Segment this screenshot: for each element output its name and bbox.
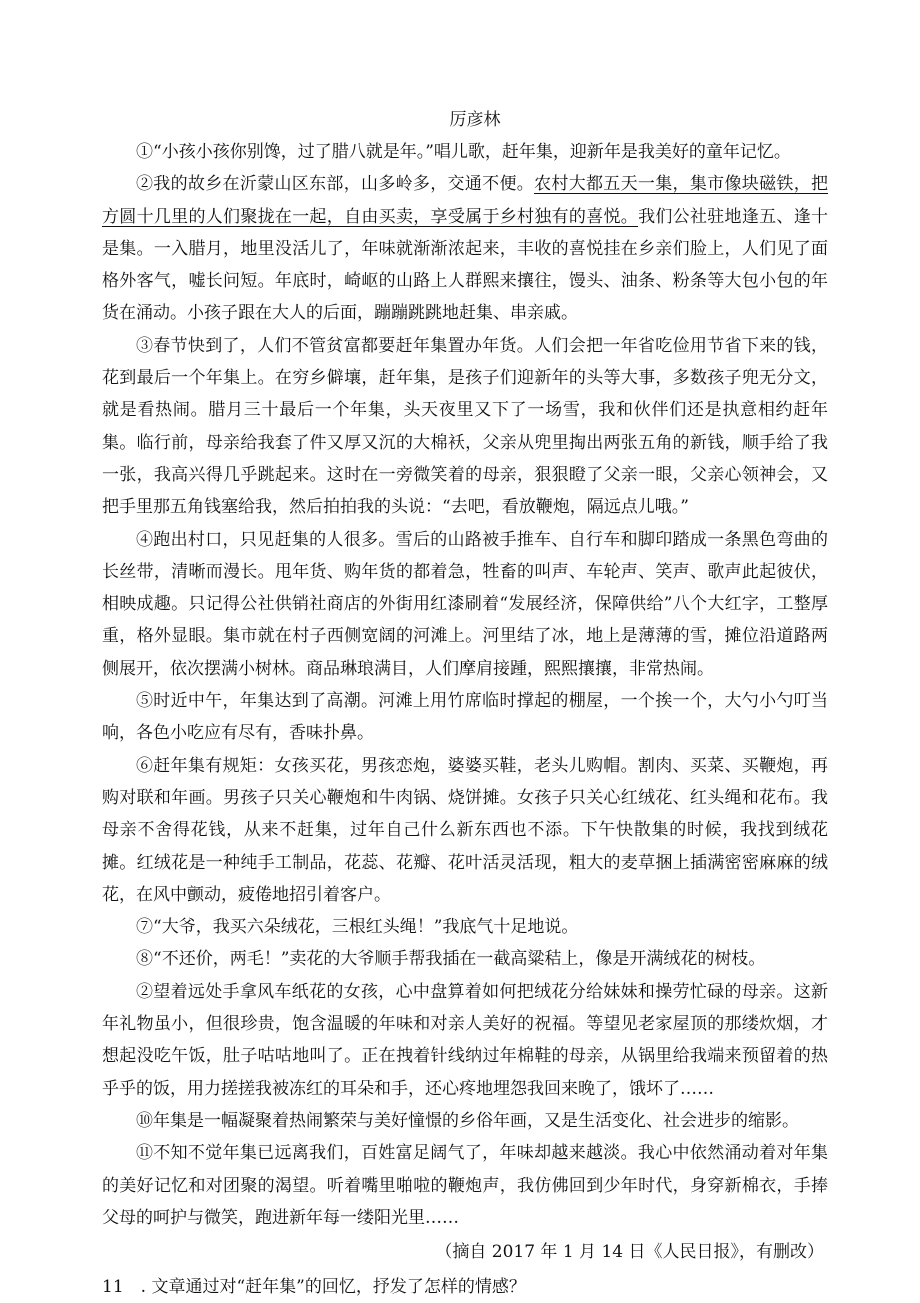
paragraph-text: ⑤时近中午，年集达到了高潮。河滩上用竹席临时撑起的棚屋，一个挨一个，大勺小勺叮当响，各色小吃应有尽有，香味扑鼻。 (102, 691, 828, 744)
source-citation: （摘自 2017 年 1 月 14 日《人民日报》，有删改） (435, 1242, 824, 1263)
paragraph-1 (102, 136, 828, 168)
underlined-sentence: 农村大都五天一集，集市像块磁铁，把方圆十几里的人们聚拢在一起，自由买卖，享受属于乡村独有的喜悦。 (102, 174, 829, 227)
paragraph-5 (102, 685, 828, 750)
paragraph-text: 我们公社驻地逢五、逢十是集。一入腊月，地里没活儿了，年味就渐渐浓起来，丰收的喜悦挂在乡亲们脸上，人们见了面格外客气，嘘长问短。年底时，崎岖的山路上人群熙来攘往，馒头、油条、粉条等大包小包的年货在涌动。小孩子跟在大人的后面，蹦蹦跳跳地赶集、串亲戚。 (102, 206, 829, 324)
paragraph-8 (102, 943, 828, 975)
paragraph-text: ⑦“大爷，我买六朵绒花，三根红头绳！”我底气十足地说。 (136, 917, 579, 938)
document-page (102, 104, 828, 1303)
paragraph-text: ⑥赶年集有规矩：女孩买花，男孩恋炮，婆婆买鞋，老头儿购帽。割肉、买菜、买鞭炮，再购对联和年画。男孩子只关心鞭炮和牛肉锅、烧饼摊。女孩子只关心红绒花、红头绳和花布。我母亲不舍得花钱，从来不赶集，过年自己什么新东西也不添。下午快散集的时候，我找到绒花摊。红绒花是一种纯手工制品，花蕊、花瓣、花叶活灵活现，粗大的麦草捆上插满密密麻麻的绒花，在风中颤动，疲倦地招引着客户。 (102, 755, 828, 905)
paragraph-10 (102, 1105, 828, 1137)
question-11: 11 . 文章通过对“赶年集”的回忆，抒发了怎样的情感？ (102, 1277, 526, 1298)
paragraph-text: ②我的故乡在沂蒙山区东部，山多岭多，交通不便。 (136, 174, 535, 195)
paragraph-text: ①“小孩小孩你别馋，过了腊八就是年。”唱儿歌，赶年集，迎新年是我美好的童年记忆。 (136, 142, 791, 162)
paragraph-2 (102, 168, 828, 329)
paragraph-text: ②望着远处手拿风车纸花的女孩，心中盘算着如何把绒花分给妹妹和操劳忙碌的母亲。这新年礼物虽小，但很珍贵，饱含温暖的年味和对亲人美好的祝福。等望见老家屋顶的那缕炊烟，才想起没吃午饭，肚子咕咕地叫了。正在拽着针线纳过年棉鞋的母亲，从锅里给我端来预留着的热乎乎的饭，用力搓搓我被冻红的耳朵和手，还心疼地埋怨我回来晚了，饿坏了…… (102, 981, 828, 1099)
paragraph-11 (102, 1137, 828, 1234)
paragraph-text: ⑪不知不觉年集已远离我们，百姓富足阔气了，年味却越来越淡。我心中依然涌动着对年集的美好记忆和对团聚的渴望。听着嘴里啪啦的鞭炮声，我仿佛回到少年时代，身穿新棉衣，手捧父母的呵护与微笑，跑进新年每一缕阳光里…… (102, 1143, 828, 1228)
paragraph-4 (102, 524, 828, 685)
paragraph-7 (102, 911, 828, 943)
paragraph-text: ⑧“不还价，两毛！”卖花的大爷顺手帮我插在一截高粱秸上，像是开满绒花的树枝。 (136, 949, 766, 970)
paragraph-9 (102, 976, 828, 1105)
paragraph-3 (102, 330, 828, 524)
paragraph-text: ④跑出村口，只见赶集的人很多。雪后的山路被手推车、自行车和脚印踏成一条黑色弯曲的长丝带，清晰而漫长。甩年货、购年货的都着急，牲畜的叫声、车轮声、笑声、歌声此起彼伏，相映成趣。只记得公社供销社商店的外街用红漆刷着“发展经济，保障供给”八个大红字，工整厚重，格外显眼。集市就在村子西侧宽阔的河滩上。河里结了冰，地上是薄薄的雪，摊位沿道路两侧展开，依次摆满小树林。商品琳琅满目，人们摩肩接踵，熙熙攘攘，非常热闹。 (102, 529, 828, 679)
paragraph-text: ⑩年集是一幅凝聚着热闹繁荣与美好憧憬的乡俗年画，又是生活变化、社会进步的缩影。 (136, 1110, 799, 1131)
paragraph-text: ③春节快到了，人们不管贫富都要赶年集置办年货。人们会把一年省吃俭用节省下来的钱，花到最后一个年集上。在穷乡僻壤，赶年集，是孩子们迎新年的头等大事，多数孩子兜无分文，就是看热闹。腊月三十最后一个年集，头天夜里又下了一场雪，我和伙伴们还是执意相约赶年集。临行前，母亲给我套了件又厚又沉的大棉袄，父亲从兜里掏出两张五角的新钱，顺手给了我一张，我高兴得几乎跳起来。这时在一旁微笑着的母亲，狠狠瞪了父亲一眼，父亲心领神会，又把手里那五角钱塞给我，然后拍拍我的头说：“去吧，看放鞭炮，隔远点儿哦。” (102, 335, 828, 518)
paragraph-6 (102, 750, 828, 911)
author-name: 厉彦林 (449, 110, 501, 130)
